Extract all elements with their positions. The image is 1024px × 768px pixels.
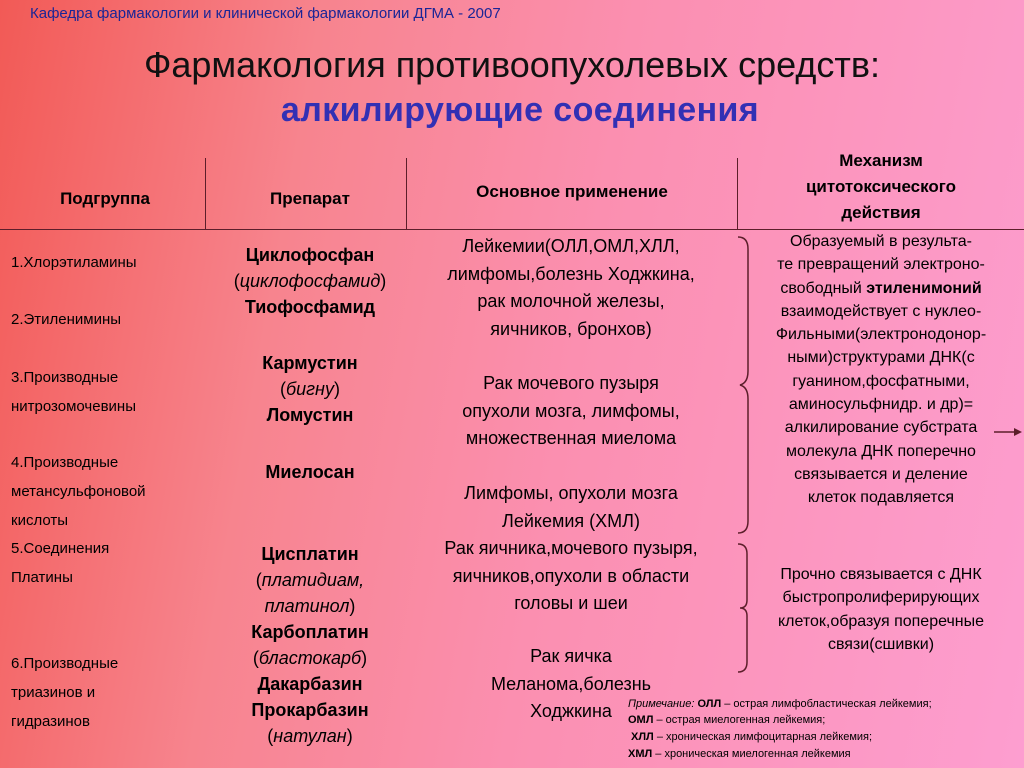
drug-alt-name: натулан — [273, 726, 347, 746]
drug-name: Прокарбазин — [251, 700, 369, 720]
drug-alt-name: платидиам, — [261, 570, 365, 590]
use-group-1: Лейкемии(ОЛЛ,ОМЛ,ХЛЛ, лимфомы,болезнь Ходжкина, рак молочной железы, яичников, бронхов) — [447, 236, 695, 339]
drug-alt-name: бигну — [286, 379, 334, 399]
drug-name: Тиофосфамид — [244, 297, 376, 317]
drug-name: Кармустин — [262, 353, 358, 373]
use-group-5: Рак яичка Меланома,болезнь Ходжкина — [490, 646, 652, 721]
use-group-3: Лимфомы, опухоли мозга Лейкемия (ХМЛ) — [464, 483, 678, 531]
column-header-drug: Препарат — [270, 189, 350, 208]
drug-name: Ломустин — [266, 405, 354, 425]
column-divider-1 — [205, 158, 206, 230]
department-header: Кафедра фармакологии и клинической фармакологии ДГМА - 2007 — [30, 5, 501, 22]
drug-group-4 — [210, 459, 410, 485]
page-subtitle: алкилирующие соединения — [280, 91, 760, 129]
subgroup-6: 6.Производные триазинов и гидразинов — [11, 655, 119, 730]
drug-name: Дакарбазин — [257, 674, 363, 694]
mechanism-text-1: Образуемый в результа- те превращений электроно- свободный этиленимоний взаимодействует с нуклео- Фильными(электронодонор- ными)структурами ДНК(с гуанином,фосфатными, аминосульфнидр. и др)= алкилирование субстрата молекула ДНК поперечно связывается и деление клеток подавляется — [775, 233, 987, 507]
abbreviation-note: ОМЛ – острая миелогенная лейкемия; — [628, 714, 826, 726]
highlight-term: этиленимоний — [866, 279, 982, 297]
mechanism-text-2: Прочно связывается с ДНК быстропролиферирующих клеток,образуя поперечные связи(сшивки) — [777, 566, 985, 653]
drug-alt-name: циклофосфамид — [239, 271, 381, 291]
subgroup-1: 1.Хлорэтиламины — [11, 254, 137, 271]
use-group-2: Рак мочевого пузыря опухоли мозга, лимфомы, множественная миелома — [462, 373, 680, 448]
subgroup-3: 3.Производные нитрозомочевины — [11, 369, 136, 415]
column-header-subgroup: Подгруппа — [60, 189, 150, 208]
abbreviation-note: ХЛЛ – хроническая лимфоцитарная лейкемия; — [631, 731, 873, 743]
abbreviation-note: Примечание: ОЛЛ – острая лимфобластическая лейкемия; — [628, 698, 932, 710]
drug-group-5: Цисплатин (платидиам, платинол) Карбоплатин (бластокарб) Дакарбазин Прокарбазин (натулан) — [251, 544, 369, 746]
abbreviation-note: ХМЛ – хроническая миелогенная лейкемия — [628, 748, 851, 760]
drug-group-1: Циклофосфан (циклофосфамид) Тиофосфамид — [233, 245, 387, 317]
drug-group-3: Кармустин (бигну) Ломустин — [262, 353, 358, 425]
subgroup-5: 5.Соединения Платины — [11, 540, 110, 586]
arrow-right-icon — [994, 426, 1024, 438]
use-group-4: Рак яичника,мочевого пузыря, яичников,опухоли в области головы и шеи — [444, 538, 698, 613]
drug-name: Карбоплатин — [251, 622, 369, 642]
subgroup-2: 2.Этиленимины — [11, 311, 122, 328]
drug-alt-name: бластокарб — [258, 648, 362, 668]
note-label: Примечание: — [628, 698, 695, 710]
drug-name: Цисплатин — [261, 544, 359, 564]
drug-name: Миелосан — [265, 462, 355, 482]
subgroup-4: 4.Производные метансульфоновой кислоты — [11, 454, 146, 529]
column-header-mechanism: Механизм цитотоксического действия — [805, 151, 957, 222]
drug-name: Циклофосфан — [245, 245, 375, 265]
column-header-use: Основное применение — [476, 182, 668, 201]
page-title: Фармакология противоопухолевых средств: — [143, 44, 881, 85]
drug-alt-name: платинол — [264, 596, 350, 616]
